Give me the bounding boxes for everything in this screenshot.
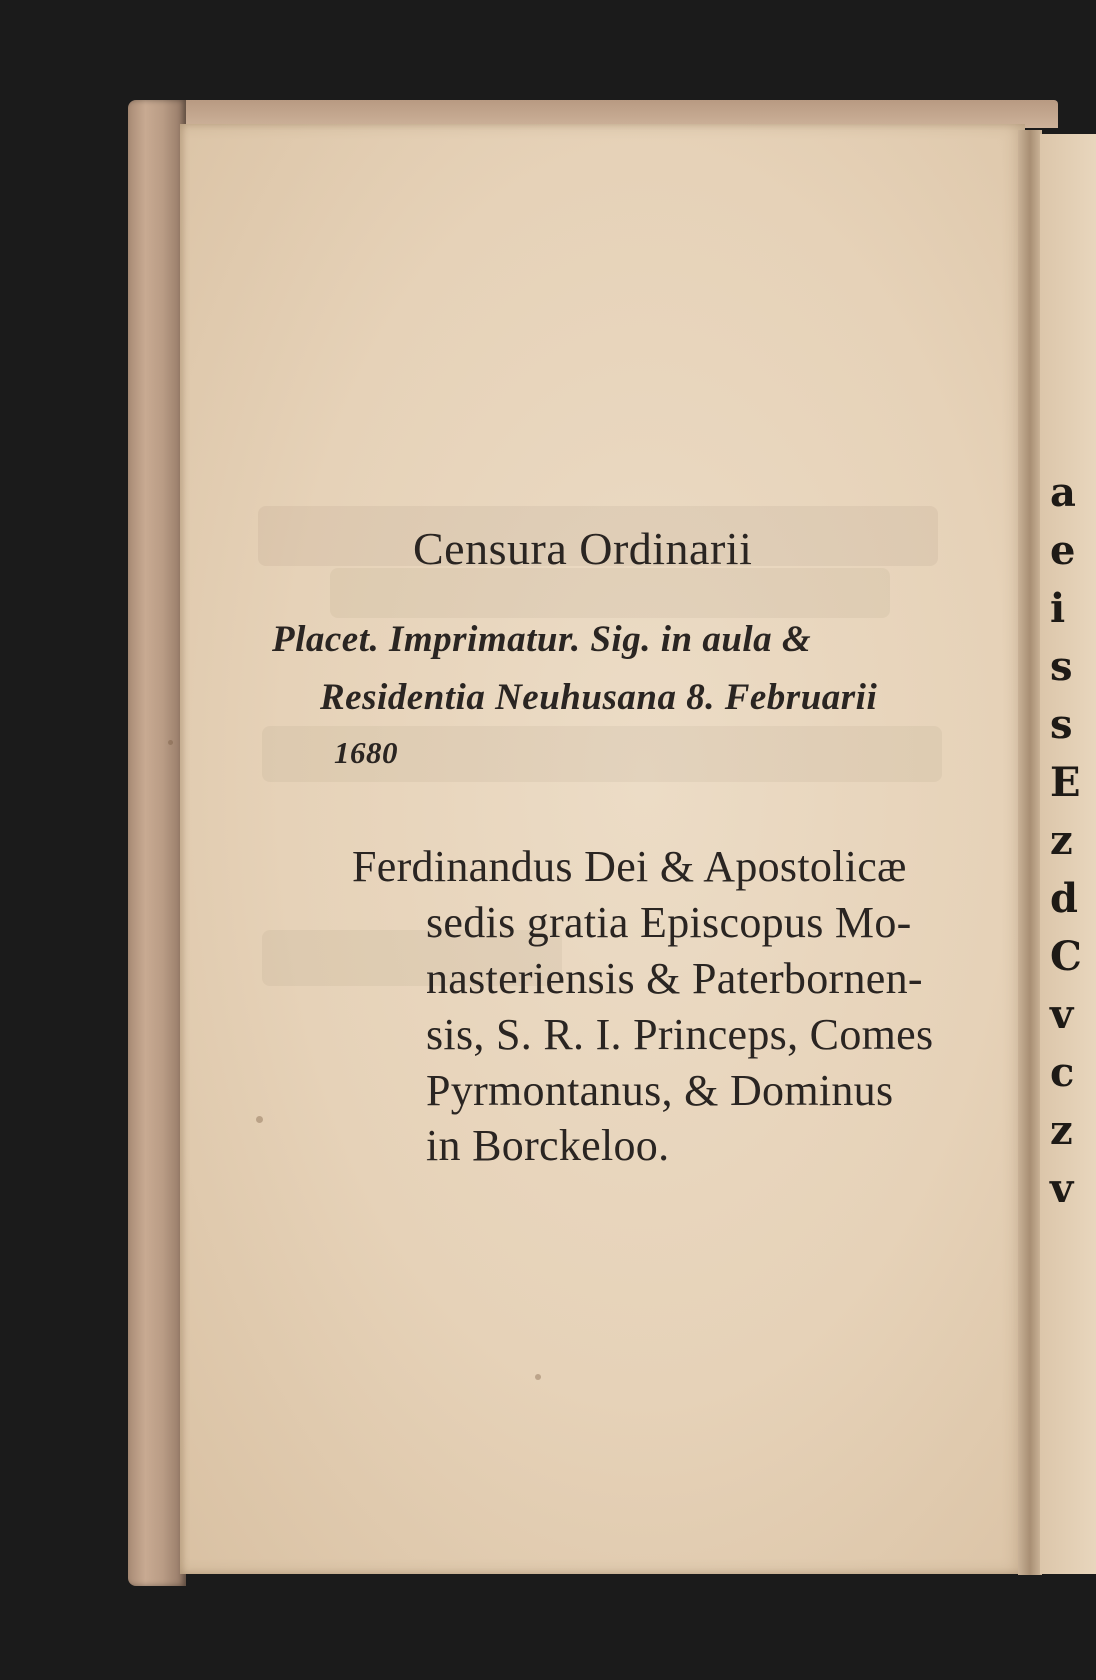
bleed-through-shadow [330, 568, 890, 618]
page-heading: Censura Ordinarii [413, 523, 753, 574]
body-line: sedis gratia Episcopus Mo- [426, 898, 912, 947]
paper-speck [168, 740, 173, 745]
body-line: sis, S. R. I. Princeps, Comes [426, 1010, 934, 1059]
paper-speck [535, 1374, 541, 1380]
body-line: Pyrmontanus, & Dominus [426, 1066, 894, 1115]
book-spine-edge [128, 100, 186, 1586]
right-page-edge [1040, 134, 1096, 1574]
paper-speck [256, 1116, 263, 1123]
body-line: in Borckeloo. [426, 1121, 670, 1170]
body-line: Ferdinandus Dei & Apostolicæ [352, 842, 907, 891]
approval-line: Residentia Neuhusana 8. Februarii [320, 677, 878, 718]
body-line: nasteriensis & Paterbornen- [426, 954, 923, 1003]
facing-page-text: a e i s s E z d C v c z v [1050, 469, 1082, 1212]
approval-line: Placet. Imprimatur. Sig. in aula & [272, 619, 812, 660]
page-gutter [1018, 130, 1042, 1575]
approval-date: 1680 [334, 735, 398, 770]
